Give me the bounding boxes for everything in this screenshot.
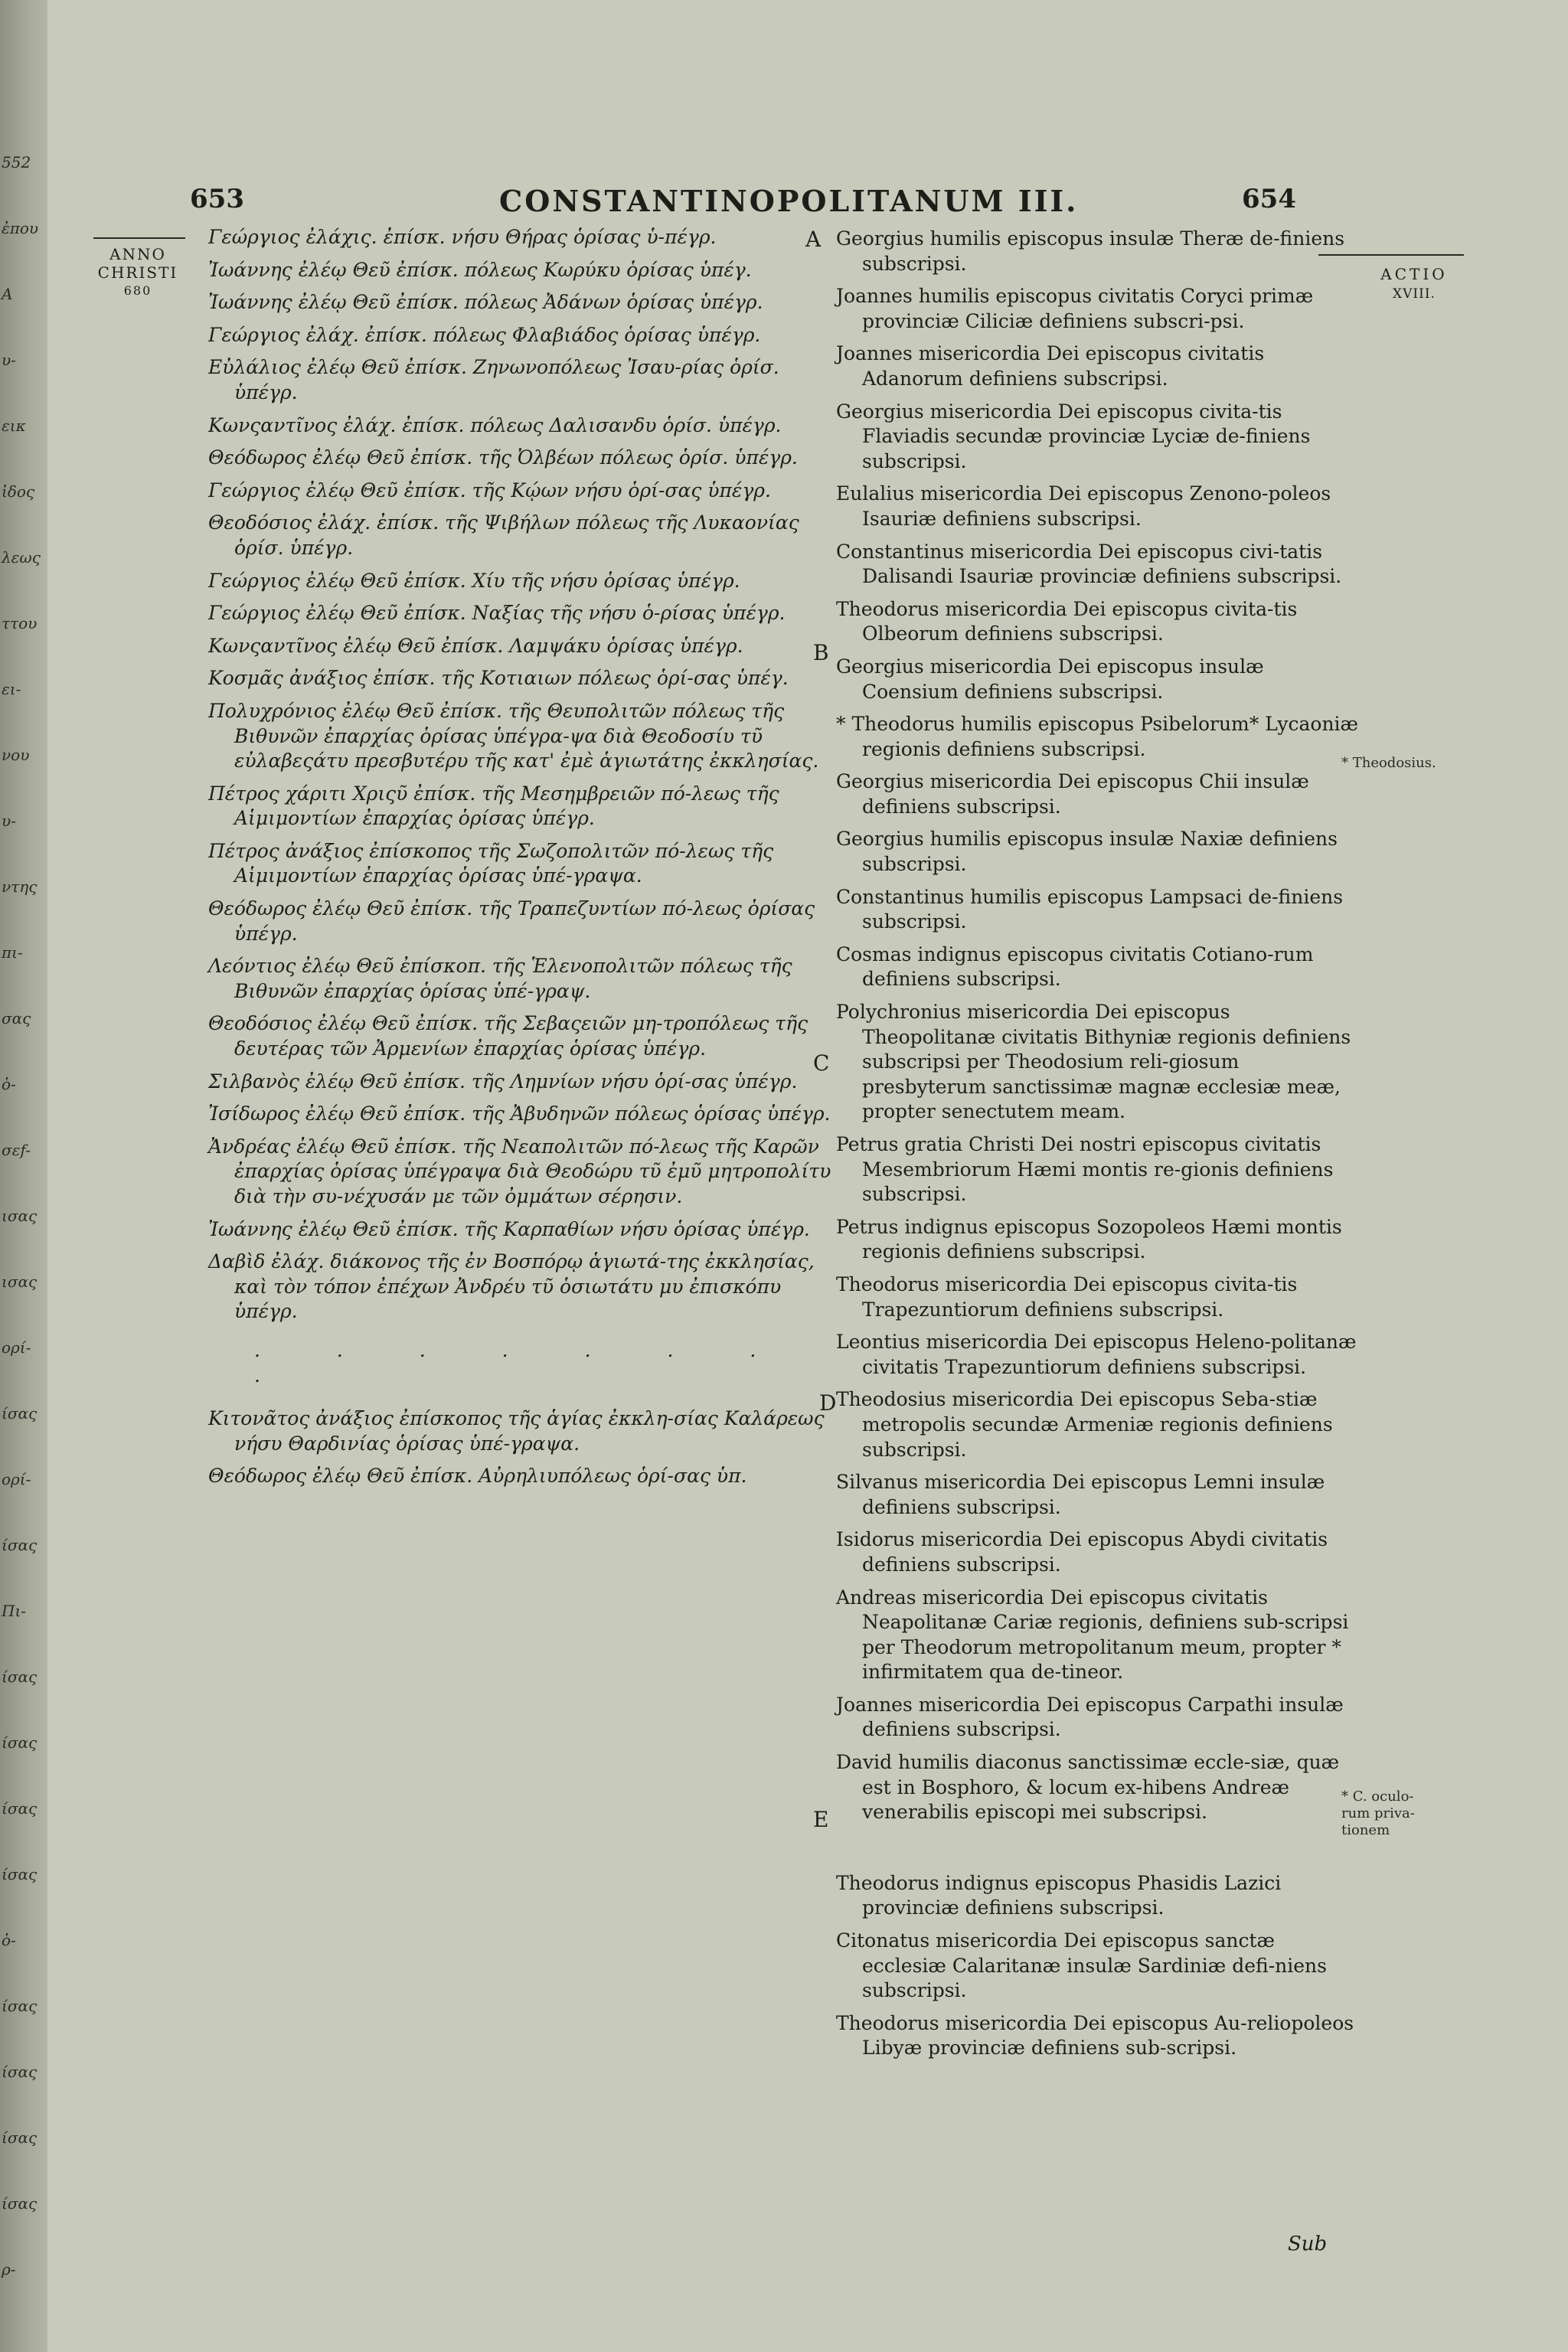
greek-subscription: Σιλβανὸς ἐλέῳ Θεῦ ἐπίσκ. τῆς Λημνίων νήσυ ὁρί-σας ὑπέγρ. (208, 1070, 798, 1093)
catchword: Sub (1288, 2233, 1328, 2256)
anno-label: ANNO (109, 245, 166, 263)
latin-column (836, 227, 1364, 2069)
greek-subscription: Κιτονᾶτος ἀνάξιος ἐπίσκοπος τῆς ἁγίας ἐκκλη-σίας Καλάρεως νήσυ Θαρδινίας ὁρίσας ὑπέ-γραψα. (208, 1407, 825, 1455)
gutter-fragment: ει- (2, 680, 21, 698)
gutter-fragment: σας (2, 1009, 31, 1027)
latin-subscription: Joannes misericordia Dei episcopus Carpathi insulæ definiens subscripsi. (836, 1693, 1344, 1741)
latin-subscription: Theodorus misericordia Dei episcopus civita-tis Olbeorum definiens subscripsi. (836, 597, 1298, 645)
greek-subscription: Κοσμᾶς ἀνάξιος ἐπίσκ. τῆς Κοτιαιων πόλεως ὁρί-σας ὑπέγ. (208, 667, 789, 690)
latin-subscription: Georgius humilis episcopus insulæ Naxiæ definiens subscripsi. (836, 828, 1338, 876)
right-page-number: 654 (1242, 184, 1296, 214)
section-letter-a: A (805, 227, 822, 252)
actio-label: ACTIO (1380, 265, 1448, 283)
greek-subscription: Γεώργιος ἐλέῳ Θεῦ ἐπίσκ. τῆς Κῴων νήσυ ὁρί-σας ὑπέγρ. (208, 479, 771, 501)
greek-subscription: Θεόδωρος ἐλέῳ Θεῦ ἐπίσκ. τῆς Τραπεζυντίων πό-λεως ὁρίσας ὑπέγρ. (208, 897, 815, 945)
greek-column (208, 225, 836, 1497)
gutter-fragment: ίσας (2, 1799, 38, 1818)
left-page-number: 653 (190, 184, 244, 214)
latin-subscription: Theodorus misericordia Dei episcopus civita-tis Trapezuntiorum definiens subscripsi. (836, 1272, 1298, 1321)
latin-subscription: Theodosius misericordia Dei episcopus Seba-stiæ metropolis secundæ Armeniæ regionis definiens subscripsi. (836, 1388, 1333, 1461)
greek-subscription: Πολυχρόνιος ἐλέῳ Θεῦ ἐπίσκ. τῆς Θευπολιτῶν πόλεως τῆς Βιθυνῶν ἐπαρχίας ὁρίσας ὑπέγρα-ψα διὰ Θεοδοσίυ τῦ εὐλαβεςάτυ πρεσβυτέρυ τῆς κατ' ἐμὲ ἁγιωτάτης ἐκκλησίας. (208, 699, 819, 773)
page-title: CONSTANTINOPOLITANUM III. (499, 184, 1079, 218)
greek-subscription: Πέτρος χάριτι Χριςῦ ἐπίσκ. τῆς Μεσημβρειῶν πό-λεως τῆς Αἱμιμοντίων ἐπαρχίας ὁρίσας ὑπέγρ. (208, 782, 779, 830)
greek-subscription: Εὐλάλιος ἐλέῳ Θεῦ ἐπίσκ. Ζηνωνοπόλεως Ἰσαυ-ρίας ὁρίσ. ὑπέγρ. (208, 356, 779, 403)
greek-subscription: Γεώργιος ἐλέῳ Θεῦ ἐπίσκ. Ναξίας τῆς νήσυ ὁ-ρίσας ὑπέγρ. (208, 602, 786, 625)
section-letter-c: C (813, 1050, 830, 1076)
gutter-fragment: ίσας (2, 1404, 38, 1423)
gutter-fragment: ίσας (2, 1536, 38, 1554)
gutter-fragment: A (2, 285, 13, 303)
gutter-fragment: ἰδος (2, 482, 35, 501)
omission-dots: . . . . . . . . (254, 1338, 792, 1387)
greek-subscription: Ἰωάννης ἐλέῳ Θεῦ ἐπίσκ. πόλεως Κωρύκυ ὁρίσας ὑπέγ. (208, 258, 752, 281)
latin-subscription: Georgius misericordia Dei episcopus Chii insulæ definiens subscripsi. (836, 770, 1309, 818)
latin-subscription: David humilis diaconus sanctissimæ eccle-siæ, quæ est in Bosphoro, & locum ex-hibens Andreæ venerabilis episcopi mei subscripsi. (836, 1751, 1340, 1824)
latin-subscription: Joannes humilis episcopus civitatis Coryci primæ provinciæ Ciliciæ definiens subscri-psi. (836, 285, 1314, 332)
section-letter-d: D (819, 1390, 837, 1416)
gutter-fragment: ὁ- (2, 1075, 16, 1093)
greek-subscription: Δαβὶδ ἐλάχ. διάκονος τῆς ἐν Βοσπόρῳ ἁγιωτά-της ἐκκλησίας, καὶ τὸν τόπον ἐπέχων Ἀνδρέυ τῦ ὁσιωτάτυ μυ ἐπισκόπυ ὑπέγρ. (208, 1250, 815, 1323)
latin-subscription: Andreas misericordia Dei episcopus civitatis Neapolitanæ Cariæ regionis, definiens sub-scripsi per Theodorum metropolitanum meum, propter * infirmitatem qua de-tineor. (836, 1586, 1349, 1684)
year-margin-note (92, 245, 184, 300)
gutter-fragment: ὁ- (2, 1931, 16, 1949)
gutter-fragment: λεως (2, 548, 41, 567)
gutter-fragment: ίσας (2, 2128, 38, 2147)
latin-subscription: Theodorus misericordia Dei episcopus Au-reliopoleos Libyæ provinciæ definiens sub-scripsi. (836, 2011, 1354, 2060)
greek-subscription: Γεώργιος ἐλέῳ Θεῦ ἐπίσκ. Χίυ τῆς νήσυ ὁρίσας ὑπέγρ. (208, 569, 740, 592)
greek-subscription: Ἰωάννης ἐλέῳ Θεῦ ἐπίσκ. τῆς Καρπαθίων νήσυ ὁρίσας ὑπέγρ. (208, 1217, 810, 1240)
theodosius-marginal-note: * Theodosius. (1341, 755, 1436, 771)
gutter-fragment: ισας (2, 1272, 38, 1291)
greek-subscription: Γεώργιος ἐλάχ. ἐπίσκ. πόλεως Φλαβιάδος ὁρίσας ὑπέγρ. (208, 323, 761, 346)
actio-margin-note (1361, 264, 1468, 304)
gutter-fragment: νου (2, 746, 30, 764)
gutter-fragment: ίσας (2, 1997, 38, 2015)
gutter-fragment: ίσας (2, 2194, 38, 2213)
oculorum-marginal-note: * C. oculo-rum priva-tionem (1341, 1788, 1415, 1838)
greek-subscription: Λεόντιος ἐλέῳ Θεῦ ἐπίσκοπ. τῆς Ἑλενοπολιτῶν πόλεως τῆς Βιθυνῶν ἐπαρχίας ὁρίσας ὑπέ-γραψ. (208, 955, 792, 1002)
greek-subscription: Ἰωάννης ἐλέῳ Θεῦ ἐπίσκ. πόλεως Ἀδάνων ὁρίσας ὑπέγρ. (208, 291, 763, 314)
actio-number: XVIII. (1393, 286, 1436, 302)
running-header (47, 184, 1568, 230)
gutter-fragment: ίσας (2, 2063, 38, 2081)
gutter-fragment: πι- (2, 943, 23, 962)
latin-subscription: Georgius humilis episcopus insulæ Theræ de-finiens subscripsi. (836, 227, 1345, 275)
gutter-fragment: ντης (2, 877, 38, 896)
latin-subscription: * Theodorus humilis episcopus Psibelorum* Lycaoniæ regionis definiens subscripsi. (836, 713, 1359, 760)
year-label: 680 (123, 283, 152, 298)
left-margin-rule (93, 237, 185, 239)
greek-subscription: Κωνςαντῖνος ἐλάχ. ἐπίσκ. πόλεως Δαλισανδυ ὁρίσ. ὑπέγρ. (208, 413, 782, 436)
gutter-fragment: ρ- (2, 2260, 16, 2278)
latin-subscription: Isidorus misericordia Dei episcopus Abydi civitatis definiens subscripsi. (836, 1528, 1328, 1576)
latin-subscription: Polychronius misericordia Dei episcopus Theopolitanæ civitatis Bithyniæ regionis definiens subscripsi per Theodosium reli-giosum presbyterum sanctissimæ magnæ ecclesiæ meæ, propter senectutem meam. (836, 1001, 1351, 1123)
gutter-fragment: ίσας (2, 1668, 38, 1686)
gutter-fragment: ίσας (2, 1865, 38, 1883)
gutter-fragment: υ- (2, 351, 16, 369)
latin-spacer (836, 1833, 1364, 1864)
latin-subscription: Leontius misericordia Dei episcopus Heleno-politanæ civitatis Trapezuntiorum definiens subscripsi. (836, 1331, 1357, 1378)
greek-subscription: Ἰσίδωρος ἐλέῳ Θεῦ ἐπίσκ. τῆς Ἀβυδηνῶν πόλεως ὁρίσας ὑπέγρ. (208, 1102, 831, 1125)
latin-subscription: Petrus indignus episcopus Sozopoleos Hæmi montis regionis definiens subscripsi. (836, 1215, 1342, 1263)
gutter-fragment: ισας (2, 1207, 38, 1225)
latin-subscription: Citonatus misericordia Dei episcopus sanctæ ecclesiæ Calaritanæ insulæ Sardiniæ defi-niens subscripsi. (836, 1929, 1327, 2002)
latin-subscription: Petrus gratia Christi Dei nostri episcopus civitatis Mesembriorum Hæmi montis re-gionis definiens subscripsi. (836, 1133, 1334, 1206)
gutter-fragment: υ- (2, 812, 16, 830)
gutter-fragment: εικ (2, 416, 26, 435)
greek-subscription: Θεοδόσιος ἐλάχ. ἐπίσκ. τῆς Ψιβήλων πόλεως τῆς Λυκαονίας ὁρίσ. ὑπέγρ. (208, 511, 799, 559)
gutter-fragment: ορί- (2, 1470, 31, 1488)
greek-subscription: Κωνςαντῖνος ἐλέῳ Θεῦ ἐπίσκ. Λαμψάκυ ὁρίσας ὑπέγρ. (208, 634, 743, 657)
latin-subscription: Georgius misericordia Dei episcopus civita-tis Flaviadis secundæ provinciæ Lyciæ de-finiens subscripsi. (836, 400, 1311, 472)
greek-subscription: Θεοδόσιος ἐλέῳ Θεῦ ἐπίσκ. τῆς Σεβαςειῶν μη-τροπόλεως τῆς δευτέρας τῶν Ἀρμενίων ἐπαρχίας ὁρίσας ὑπέγρ. (208, 1012, 808, 1060)
gutter-fragment: 552 (2, 153, 31, 172)
section-letter-e: E (813, 1807, 829, 1832)
greek-subscription: Θεόδωρος ἐλέῳ Θεῦ ἐπίσκ. Αὐρηλιυπόλεως ὁρί-σας ὑπ. (208, 1465, 747, 1488)
latin-subscription: Georgius misericordia Dei episcopus insulæ Coensium definiens subscripsi. (836, 655, 1264, 703)
gutter-fragment: ορί- (2, 1338, 31, 1357)
christi-label: CHRISTI (97, 263, 178, 282)
greek-subscription: Γεώργιος ἐλάχις. ἐπίσκ. νήσυ Θήρας ὁρίσας ὑ-πέγρ. (208, 226, 717, 248)
greek-subscription: Θεόδωρος ἐλέῳ Θεῦ ἐπίσκ. τῆς Ὀλβέων πόλεως ὁρίσ. ὑπέγρ. (208, 446, 798, 469)
section-letter-b: B (813, 640, 829, 665)
greek-subscription: Ἀνδρέας ἐλέῳ Θεῦ ἐπίσκ. τῆς Νεαπολιτῶν πό-λεως τῆς Καρῶν ἐπαρχίας ὁρίσας ὑπέγραψα διὰ Θεοδώρυ τῦ ἐμῦ μητροπολίτυ διὰ τὴν συ-νέχυσάν με τῶν ὀμμάτων σέρησιν. (208, 1135, 831, 1207)
book-page (47, 0, 1568, 2352)
latin-subscription: Constantinus humilis episcopus Lampsaci de-finiens subscripsi. (836, 885, 1344, 933)
gutter-fragment: ἐπου (2, 219, 39, 237)
gutter-fragment: ττου (2, 614, 38, 632)
latin-subscription: Cosmas indignus episcopus civitatis Cotiano-rum definiens subscripsi. (836, 942, 1314, 991)
gutter-fragment: ίσας (2, 1733, 38, 1752)
latin-subscription: Theodorus indignus episcopus Phasidis Lazici provinciæ definiens subscripsi. (836, 1871, 1282, 1919)
latin-subscription: Silvanus misericordia Dei episcopus Lemni insulæ definiens subscripsi. (836, 1471, 1325, 1518)
gutter-fragment: σεf- (2, 1141, 31, 1159)
facing-page-gutter (0, 0, 47, 2352)
latin-subscription: Joannes misericordia Dei episcopus civitatis Adanorum definiens subscripsi. (836, 342, 1265, 390)
gutter-fragment: Πι- (2, 1602, 27, 1620)
latin-subscription: Eulalius misericordia Dei episcopus Zenono-poleos Isauriæ definiens subscripsi. (836, 482, 1331, 530)
greek-subscription: Πέτρος ἀνάξιος ἐπίσκοπος τῆς Σωζοπολιτῶν πό-λεως τῆς Αἱμιμοντίων ἐπαρχίας ὁρίσας ὑπέ-γραψα. (208, 839, 774, 887)
latin-subscription: Constantinus misericordia Dei episcopus civi-tatis Dalisandi Isauriæ provinciæ definiens subscripsi. (836, 540, 1342, 588)
